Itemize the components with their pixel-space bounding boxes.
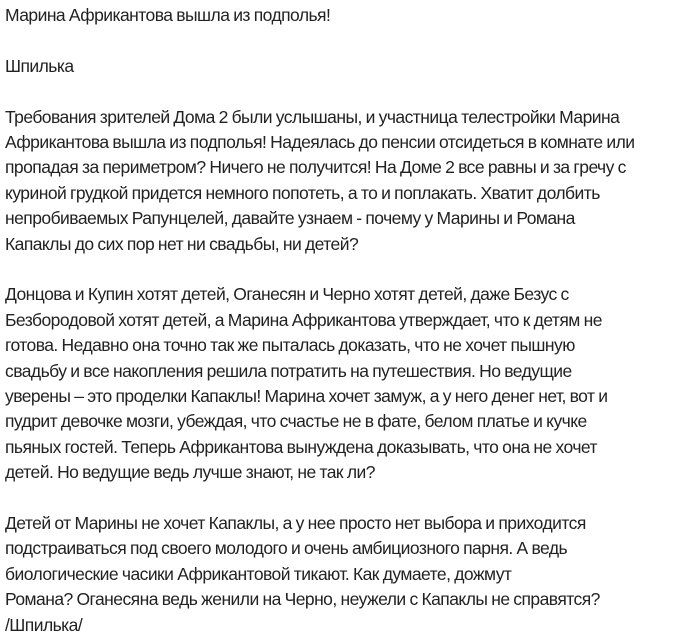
text-line: Капаклы до сих пор нет ни свадьбы, ни детей? — [5, 233, 359, 254]
text-line: детей. Но ведущие ведь лучше знают, не так ли? — [5, 462, 375, 483]
text-line: пудрит девочке мозги, убеждая, что счастье не в фате, белом платье и кучке — [5, 411, 587, 432]
text-line: куриной грудкой придется немного попотеть, а то и поплакать. Хватит долбить — [5, 182, 600, 203]
article-rubric: Шпилька — [5, 55, 74, 76]
text-line: Донцова и Купин хотят детей, Оганесян и Черно хотят детей, даже Безус с — [5, 284, 569, 305]
text-line: Африкантова вышла из подполья! Надеялась до пенсии отсидеться в комнате или — [5, 132, 635, 152]
text-line: уверены – это проделки Капаклы! Марина хочет замуж, а у него денег нет, вот и — [5, 386, 608, 407]
article-title: Марина Африкантова вышла из подполья! — [5, 5, 331, 25]
paragraph — [5, 511, 699, 638]
text-line: пропадая за периметром? Ничего не получится! На Доме 2 все равны и за гречу с — [5, 157, 626, 178]
text-line: пьяных гостей. Теперь Африкантова вынуждена доказывать, что она не хочет — [5, 436, 597, 457]
paragraph — [5, 282, 699, 485]
paragraph — [5, 105, 699, 257]
text-line: Романа? Оганесяна ведь женили на Черно, неужели с Капаклы не справятся? — [5, 589, 600, 610]
text-line: готова. Недавно она точно так же пыталась доказать, что не хочет пышную — [5, 335, 575, 356]
text-line: биологические часики Африкантовой тикают. Как думаете, дожмут — [5, 563, 512, 584]
article-body — [5, 105, 699, 638]
text-line: Безбородовой хотят детей, а Марина Африкантова утверждает, что к детям не — [5, 309, 602, 330]
text-line: /Шпилька/ — [5, 614, 83, 635]
text-line: Детей от Марины не хочет Капаклы, а у нее просто нет выбора и приходится — [5, 513, 586, 534]
text-line: свадьбу и все накопления решила потратить на путешествия. Но ведущие — [5, 360, 572, 381]
text-line: подстраиваться под своего молодого и очень амбициозного парня. А ведь — [5, 538, 568, 559]
text-line: Требования зрителей Дома 2 были услышаны, и участница телестройки Марина — [5, 106, 620, 127]
text-line: непробиваемых Рапунцелей, давайте узнаем - почему у Марины и Романа — [5, 208, 575, 229]
